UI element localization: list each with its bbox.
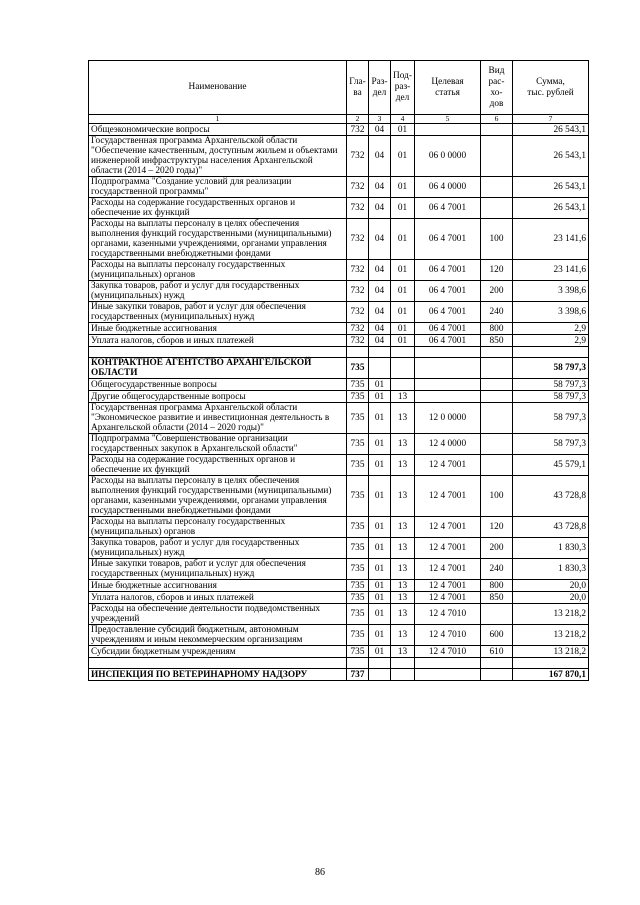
cell-vid (481, 403, 513, 434)
table-row (89, 559, 589, 580)
cell-name: Расходы на содержание государственных органов и обеспечение их функций (89, 455, 347, 476)
table-row (89, 391, 589, 403)
cell-target: 06 0 0000 (415, 136, 481, 177)
cell-glava: 732 (347, 335, 369, 347)
table-row (89, 219, 589, 260)
cell-podrazdel: 01 (391, 281, 415, 302)
cell-glava: 735 (347, 625, 369, 646)
cell-target: 06 4 7001 (415, 323, 481, 335)
cell-glava: 732 (347, 302, 369, 323)
cell-razdel: 04 (369, 260, 391, 281)
cell-glava: 735 (347, 391, 369, 403)
cell-name: Общегосударственные вопросы (89, 379, 347, 391)
spacer-row (89, 658, 589, 669)
cell-sum: 3 398,6 (513, 281, 589, 302)
empty-cell (347, 658, 369, 669)
empty-cell (369, 658, 391, 669)
cell-glava: 735 (347, 559, 369, 580)
cell-name: Расходы на выплаты персоналу в целях обеспечения выполнения функций государственными (муниципальными) органами, казенными учреждениями, органами управления государственными внебюджетными фондами (89, 219, 347, 260)
cell-vid (481, 198, 513, 219)
cell-podrazdel: 13 (391, 517, 415, 538)
cell-sum: 58 797,3 (513, 379, 589, 391)
table-row (89, 403, 589, 434)
cell-sum: 45 579,1 (513, 455, 589, 476)
spacer-row (89, 347, 589, 358)
cell-podrazdel: 01 (391, 260, 415, 281)
cell-sum: 3 398,6 (513, 302, 589, 323)
cell-target: 12 4 0000 (415, 434, 481, 455)
empty-cell (481, 347, 513, 358)
cell-glava: 732 (347, 198, 369, 219)
cell-vid (481, 177, 513, 198)
cell-razdel: 04 (369, 302, 391, 323)
cell-vid (481, 434, 513, 455)
cell-razdel: 01 (369, 538, 391, 559)
cell-glava: 735 (347, 358, 369, 379)
cell-sum: 13 218,2 (513, 625, 589, 646)
cell-podrazdel: 13 (391, 646, 415, 658)
cell-name: Закупка товаров, работ и услуг для государственных (муниципальных) нужд (89, 538, 347, 559)
cell-target: 12 4 7001 (415, 517, 481, 538)
cell-podrazdel: 01 (391, 124, 415, 136)
cell-glava: 735 (347, 476, 369, 517)
empty-cell (391, 347, 415, 358)
cell-podrazdel: 01 (391, 323, 415, 335)
cell-sum: 20,0 (513, 592, 589, 604)
column-number: 3 (369, 115, 391, 124)
cell-sum: 23 141,6 (513, 219, 589, 260)
cell-name: ИНСПЕКЦИЯ ПО ВЕТЕРИНАРНОМУ НАДЗОРУ (89, 669, 347, 681)
cell-razdel: 01 (369, 604, 391, 625)
table-row (89, 198, 589, 219)
cell-vid: 200 (481, 538, 513, 559)
empty-cell (513, 658, 589, 669)
cell-razdel: 04 (369, 281, 391, 302)
cell-target: 06 4 7001 (415, 281, 481, 302)
cell-podrazdel: 13 (391, 604, 415, 625)
cell-razdel: 01 (369, 434, 391, 455)
cell-razdel: 01 (369, 476, 391, 517)
table-row (89, 260, 589, 281)
cell-podrazdel: 01 (391, 177, 415, 198)
column-number: 2 (347, 115, 369, 124)
cell-name: Уплата налогов, сборов и иных платежей (89, 592, 347, 604)
table-row (89, 625, 589, 646)
column-number-row (89, 115, 589, 124)
empty-cell (481, 658, 513, 669)
cell-target (415, 358, 481, 379)
header-podrazdel: Под- раз- дел (391, 61, 415, 115)
empty-cell (89, 658, 347, 669)
cell-glava: 735 (347, 580, 369, 592)
cell-razdel (369, 358, 391, 379)
cell-vid (481, 136, 513, 177)
cell-name: Иные закупки товаров, работ и услуг для обеспечения государственных (муниципальных) нужд (89, 559, 347, 580)
cell-razdel: 01 (369, 517, 391, 538)
cell-target: 06 4 7001 (415, 219, 481, 260)
cell-podrazdel: 13 (391, 476, 415, 517)
cell-razdel: 04 (369, 198, 391, 219)
cell-sum: 20,0 (513, 580, 589, 592)
cell-razdel: 01 (369, 580, 391, 592)
cell-name: Государственная программа Архангельской области "Обеспечение качественным, доступным жильем и объектами инженерной инфраструктуры населения Архангельской области (2014 – 2020 годы)" (89, 136, 347, 177)
cell-sum: 1 830,3 (513, 538, 589, 559)
cell-name: Общеэкономические вопросы (89, 124, 347, 136)
cell-name: Субсидии бюджетным учреждениям (89, 646, 347, 658)
cell-vid (481, 391, 513, 403)
column-number: 1 (89, 115, 347, 124)
cell-name: Подпрограмма "Совершенствование организации государственных закупок в Архангельской области" (89, 434, 347, 455)
cell-razdel: 01 (369, 625, 391, 646)
cell-razdel: 01 (369, 592, 391, 604)
cell-sum: 58 797,3 (513, 391, 589, 403)
cell-name: Расходы на выплаты персоналу в целях обеспечения выполнения функций государственными (муниципальными) органами, казенными учреждениями, органами управления государственными внебюджетными фондами (89, 476, 347, 517)
cell-target (415, 124, 481, 136)
header-name: Наименование (89, 61, 347, 115)
cell-name: Государственная программа Архангельской области "Экономическое развитие и инвестиционная деятельность в Архангельской области (2014 – 2020 годы)" (89, 403, 347, 434)
cell-glava: 735 (347, 434, 369, 455)
column-number: 6 (481, 115, 513, 124)
cell-glava: 735 (347, 517, 369, 538)
cell-vid (481, 379, 513, 391)
cell-glava: 732 (347, 136, 369, 177)
cell-sum: 58 797,3 (513, 434, 589, 455)
cell-vid: 850 (481, 592, 513, 604)
cell-name: Подпрограмма "Создание условий для реализации государственной программы" (89, 177, 347, 198)
table-row (89, 124, 589, 136)
table-row (89, 281, 589, 302)
cell-target: 06 4 7001 (415, 335, 481, 347)
cell-vid: 800 (481, 580, 513, 592)
section-header-row (89, 358, 589, 379)
cell-razdel: 04 (369, 177, 391, 198)
cell-sum: 58 797,3 (513, 358, 589, 379)
column-number: 5 (415, 115, 481, 124)
cell-target: 12 4 7010 (415, 646, 481, 658)
cell-podrazdel: 01 (391, 302, 415, 323)
cell-sum: 23 141,6 (513, 260, 589, 281)
cell-podrazdel (391, 669, 415, 681)
cell-sum: 13 218,2 (513, 604, 589, 625)
cell-target: 12 4 7001 (415, 559, 481, 580)
cell-name: Иные закупки товаров, работ и услуг для обеспечения государственных (муниципальных) нужд (89, 302, 347, 323)
cell-glava: 735 (347, 455, 369, 476)
empty-cell (415, 658, 481, 669)
cell-vid: 600 (481, 625, 513, 646)
cell-vid: 100 (481, 219, 513, 260)
table-row (89, 517, 589, 538)
header-glava: Гла- ва (347, 61, 369, 115)
header-razdel: Раз- дел (369, 61, 391, 115)
cell-podrazdel: 13 (391, 592, 415, 604)
table-row (89, 302, 589, 323)
cell-glava: 737 (347, 669, 369, 681)
cell-target: 06 4 0000 (415, 177, 481, 198)
page-number: 86 (315, 867, 325, 878)
cell-podrazdel: 13 (391, 538, 415, 559)
cell-glava: 732 (347, 323, 369, 335)
budget-table (88, 60, 589, 681)
table-row (89, 323, 589, 335)
cell-name: Иные бюджетные ассигнования (89, 580, 347, 592)
cell-target (415, 669, 481, 681)
column-number: 4 (391, 115, 415, 124)
cell-vid: 240 (481, 559, 513, 580)
cell-sum: 43 728,8 (513, 476, 589, 517)
cell-podrazdel: 13 (391, 403, 415, 434)
cell-glava: 735 (347, 646, 369, 658)
empty-cell (391, 658, 415, 669)
cell-podrazdel: 13 (391, 580, 415, 592)
cell-vid (481, 358, 513, 379)
table-row (89, 592, 589, 604)
table-row (89, 455, 589, 476)
cell-target: 12 4 7010 (415, 625, 481, 646)
cell-name: Закупка товаров, работ и услуг для государственных (муниципальных) нужд (89, 281, 347, 302)
cell-sum: 1 830,3 (513, 559, 589, 580)
cell-sum: 43 728,8 (513, 517, 589, 538)
cell-razdel: 04 (369, 323, 391, 335)
empty-cell (513, 347, 589, 358)
cell-razdel: 01 (369, 379, 391, 391)
cell-target: 12 0 0000 (415, 403, 481, 434)
cell-target: 12 4 7001 (415, 592, 481, 604)
cell-glava: 732 (347, 219, 369, 260)
cell-glava: 732 (347, 281, 369, 302)
cell-vid: 100 (481, 476, 513, 517)
cell-target: 12 4 7001 (415, 476, 481, 517)
cell-vid (481, 124, 513, 136)
empty-cell (347, 347, 369, 358)
cell-razdel: 04 (369, 219, 391, 260)
cell-podrazdel: 01 (391, 136, 415, 177)
cell-target: 12 4 7001 (415, 580, 481, 592)
empty-cell (415, 347, 481, 358)
cell-podrazdel (391, 379, 415, 391)
cell-target: 06 4 7001 (415, 198, 481, 219)
cell-sum: 26 543,1 (513, 198, 589, 219)
cell-razdel: 01 (369, 455, 391, 476)
cell-podrazdel: 13 (391, 391, 415, 403)
cell-razdel (369, 669, 391, 681)
cell-razdel: 04 (369, 124, 391, 136)
cell-vid: 200 (481, 281, 513, 302)
cell-podrazdel: 01 (391, 335, 415, 347)
cell-name: Предоставление субсидий бюджетным, автономным учреждениям и иным некоммерческим организациям (89, 625, 347, 646)
cell-razdel: 01 (369, 559, 391, 580)
cell-sum: 167 870,1 (513, 669, 589, 681)
cell-vid (481, 604, 513, 625)
column-number: 7 (513, 115, 589, 124)
cell-name: Расходы на содержание государственных органов и обеспечение их функций (89, 198, 347, 219)
cell-razdel: 01 (369, 646, 391, 658)
cell-name: Расходы на выплаты персоналу государственных (муниципальных) органов (89, 260, 347, 281)
empty-cell (89, 347, 347, 358)
cell-target: 06 4 7001 (415, 260, 481, 281)
cell-podrazdel: 01 (391, 198, 415, 219)
cell-glava: 732 (347, 177, 369, 198)
cell-target: 06 4 7001 (415, 302, 481, 323)
cell-name: Другие общегосударственные вопросы (89, 391, 347, 403)
cell-name: Уплата налогов, сборов и иных платежей (89, 335, 347, 347)
empty-cell (369, 347, 391, 358)
cell-vid: 800 (481, 323, 513, 335)
cell-target (415, 379, 481, 391)
header-vid: Вид рас- хо- дов (481, 61, 513, 115)
table-row (89, 335, 589, 347)
cell-name: Иные бюджетные ассигнования (89, 323, 347, 335)
table-row (89, 177, 589, 198)
cell-target: 12 4 7010 (415, 604, 481, 625)
cell-name: Расходы на обеспечение деятельности подведомственных учреждений (89, 604, 347, 625)
cell-name: КОНТРАКТНОЕ АГЕНТСТВО АРХАНГЕЛЬСКОЙ ОБЛАСТИ (89, 358, 347, 379)
cell-glava: 735 (347, 592, 369, 604)
cell-razdel: 01 (369, 403, 391, 434)
cell-target (415, 391, 481, 403)
cell-vid (481, 669, 513, 681)
cell-sum: 26 543,1 (513, 124, 589, 136)
cell-sum: 26 543,1 (513, 177, 589, 198)
section-header-row (89, 669, 589, 681)
cell-podrazdel: 13 (391, 455, 415, 476)
cell-glava: 732 (347, 260, 369, 281)
cell-target: 12 4 7001 (415, 538, 481, 559)
cell-razdel: 04 (369, 136, 391, 177)
table-row (89, 476, 589, 517)
cell-vid: 240 (481, 302, 513, 323)
table-row (89, 379, 589, 391)
cell-glava: 735 (347, 379, 369, 391)
cell-target: 12 4 7001 (415, 455, 481, 476)
cell-sum: 2,9 (513, 323, 589, 335)
cell-razdel: 01 (369, 391, 391, 403)
cell-vid (481, 455, 513, 476)
table-row (89, 646, 589, 658)
cell-podrazdel (391, 358, 415, 379)
cell-podrazdel: 13 (391, 434, 415, 455)
header-sum: Сумма, тыс. рублей (513, 61, 589, 115)
table-row (89, 434, 589, 455)
table-row (89, 580, 589, 592)
table-row (89, 136, 589, 177)
cell-sum: 58 797,3 (513, 403, 589, 434)
cell-vid: 120 (481, 517, 513, 538)
cell-name: Расходы на выплаты персоналу государственных (муниципальных) органов (89, 517, 347, 538)
cell-podrazdel: 13 (391, 559, 415, 580)
cell-vid: 610 (481, 646, 513, 658)
cell-glava: 735 (347, 604, 369, 625)
table-row (89, 538, 589, 559)
table-header-row (89, 61, 589, 115)
table-row (89, 604, 589, 625)
cell-podrazdel: 13 (391, 625, 415, 646)
cell-glava: 735 (347, 538, 369, 559)
cell-podrazdel: 01 (391, 219, 415, 260)
cell-vid: 120 (481, 260, 513, 281)
header-target: Целевая статья (415, 61, 481, 115)
cell-glava: 732 (347, 124, 369, 136)
cell-sum: 26 543,1 (513, 136, 589, 177)
cell-vid: 850 (481, 335, 513, 347)
cell-sum: 2,9 (513, 335, 589, 347)
cell-sum: 13 218,2 (513, 646, 589, 658)
cell-razdel: 04 (369, 335, 391, 347)
cell-glava: 735 (347, 403, 369, 434)
